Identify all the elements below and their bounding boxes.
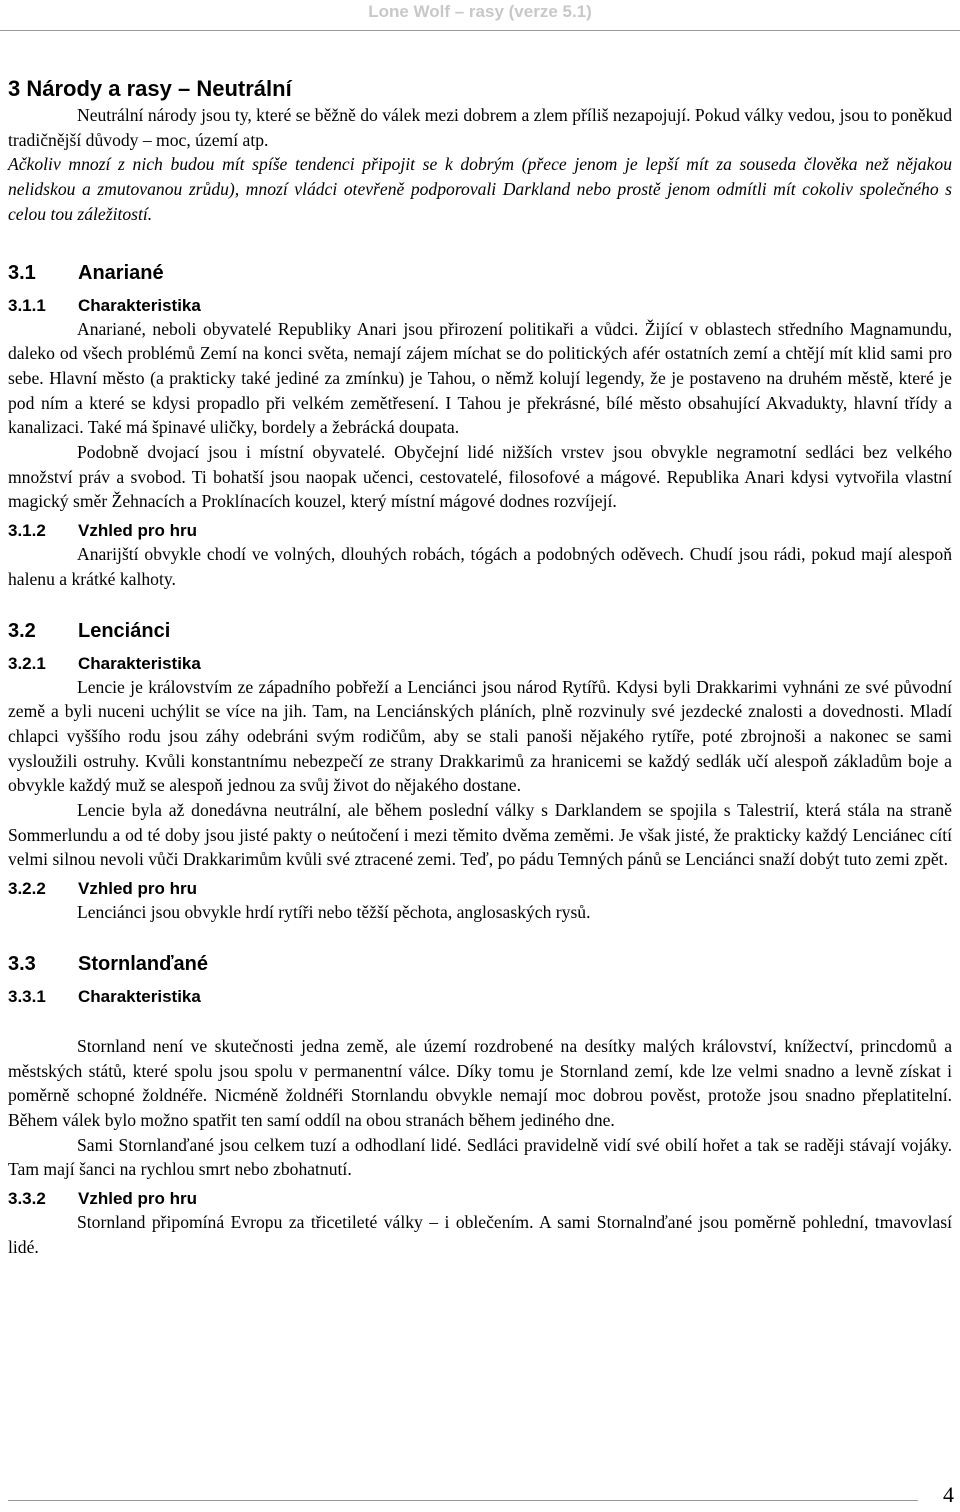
subsection-title: Vzhled pro hru [78, 521, 197, 541]
subsection-number: 3.1.1 [8, 295, 46, 315]
subsection-number: 3.2.2 [8, 879, 46, 899]
paragraph: Stornland připomíná Evropu za třicetileté války – i oblečením. A sami Stornalnďané jsou poměrně pohlední, tmavovlasí lidé. [8, 1212, 952, 1257]
subsection-heading-characteristics [8, 295, 952, 317]
subsection-title: Vzhled pro hru [78, 879, 197, 899]
section-title: Anariané [78, 261, 164, 284]
paragraph: Anarijští obvykle chodí ve volných, dlouhých robách, tógách a podobných oděvech. Chudí jsou rádi, pokud mají alespoň halenu a krátké kalhoty. [8, 544, 952, 589]
subsection-number: 3.2.1 [8, 653, 46, 673]
subsection-title: Charakteristika [78, 986, 201, 1006]
subsection-heading-characteristics [8, 653, 952, 675]
subsection-heading-appearance [8, 520, 952, 542]
page-content [8, 75, 952, 1260]
chapter-intro-paragraph-2: Ačkoliv mnozí z nich budou mít spíše tendenci připojit se k dobrým (přece jenom je lepší mít za souseda člověka než nějakou nelidskou a zmutovanou zrůdu), mnozí vládci otevřeně podporovali Darkland nebo prostě jenom odmítli mít cokoliv společného s celou tou záležitostí. [8, 154, 952, 224]
subsection-heading-appearance [8, 878, 952, 900]
subsection-heading-characteristics [8, 986, 952, 1008]
paragraph: Stornland není ve skutečnosti jedna země, ale území rozdrobené na desítky malých království, knížectví, princdomů a městských států, které spolu jsou spolu v permanentní válce. Díky tomu je Stornland zemí, kde lze velmi snadno a levně získat i poměrně schopné žoldnéře. Nicméně žoldnéři Stornlandu obvykle nemají moc dobrou pověst, protože jsou snadno přeplatitelní. Během válek bylo možno spatřit ten samí oddíl na obou stranách během jediného dne. [8, 1035, 952, 1130]
section-number: 3.3 [8, 952, 36, 975]
paragraph: Lencie je královstvím ze západního pobřeží a Lenciánci jsou národ Rytířů. Kdysi byli Drakkarimi vyhnáni ze své původní země a byli nuceni uchýlit se více na jih. Tam, na Lenciánských pláních, plně rozvinuly své jezdecké znalosti a dovednosti. Mladí chlapci vyššího rodu jsou záhy odebráni svým rodičům, aby se stali panoši nějakého rytíře, poté zbrojnoši a nakonec se sami vysloužili ostruhy. Kvůli konstantnímu nebezpečí ze strany Drakkarimů za hranicemi se každý sedlák učí alespoň základům boje a obvykle každý muž se alespoň jednou za svůj život do nějakého dostane. [8, 676, 952, 796]
subsection-number: 3.3.2 [8, 1189, 46, 1209]
subsection-number: 3.1.2 [8, 521, 46, 541]
subsection-number: 3.3.1 [8, 986, 46, 1006]
paragraph: Podobně dvojací jsou i místní obyvatelé. Obyčejní lidé nižších vrstev jsou obvykle negramotní sedláci bez velkého množství práv a svobod. Ti bohatší jsou naopak učenci, cestovatelé, filosofové a mágové. Republika Anari kdysi vytvořila vlastní magický směr Žehnacích a Proklínacích kouzel, který místní mágové dodnes rozvíjejí. [8, 442, 952, 512]
subsection-title: Charakteristika [78, 295, 201, 315]
running-header: Lone Wolf – rasy (verze 5.1) [368, 2, 592, 21]
chapter-title: 3 Národy a rasy – Neutrální [8, 76, 292, 101]
section-heading-anariane [8, 260, 952, 286]
paragraph: Sami Stornlanďané jsou celkem tuzí a odhodlaní lidé. Sedláci pravidelně vidí své obilí hořet a tak se raději stávají vojáky. Tam mají šanci na rychlou smrt nebo zbohatnutí. [8, 1134, 952, 1180]
section-number: 3.1 [8, 261, 36, 284]
paragraph: Lencie byla až donedávna neutrální, ale během poslední války s Darklandem se spojila s Talestrií, která stála na straně Sommerlundu a od té doby jsou jisté pakty o neútočení i mezi těmito dvěma zeměmi. Je však jisté, že prakticky každý Lenciánec cítí velmi silnou nevoli vůči Drakkarimům kvůli své ztracené zemi. Teď, po pádu Temných pánů se Lenciánci snaží dobýt tuto zemi zpět. [8, 800, 952, 870]
section-title: Lenciánci [78, 619, 171, 642]
section-heading-stornlandane [8, 951, 952, 977]
footer-rule [8, 1500, 918, 1501]
chapter-intro-paragraph-1: Neutrální národy jsou ty, které se běžně do válek mezi dobrem a zlem příliš nezapojují. Pokud války vedou, jsou to poněkud tradičnější důvody – moc, území atp. [8, 105, 952, 150]
page-number: 4 [943, 1482, 954, 1507]
subsection-heading-appearance [8, 1188, 952, 1210]
subsection-title: Vzhled pro hru [78, 1189, 197, 1209]
subsection-title: Charakteristika [78, 653, 201, 673]
header-rule [0, 30, 960, 31]
section-number: 3.2 [8, 619, 36, 642]
paragraph: Lenciánci jsou obvykle hrdí rytíři nebo těžší pěchota, anglosaských rysů. [77, 902, 591, 923]
section-heading-lencianci [8, 618, 952, 644]
section-title: Stornlanďané [78, 952, 208, 975]
paragraph: Anariané, neboli obyvatelé Republiky Anari jsou přirození politikaři a vůdci. Žijící v oblastech středního Magnamundu, daleko od všech problémů Zemí na konci světa, nemají zájem míchat se do politických afér ostatních zemí a chtějí mít klid sami pro sebe. Hlavní město (a prakticky také jediné za zmínku) je Tahou, o němž kolují legendy, že je postaveno na druhém městě, které je pod ním a které se kdysi propadlo při velkém zemětřesení. I Tahou je překrásné, bílé město obsahující Akvadukty, hlavní třídy a kanalizaci. Také má špinavé uličky, bordely a žebrácká doupata. [8, 318, 952, 438]
